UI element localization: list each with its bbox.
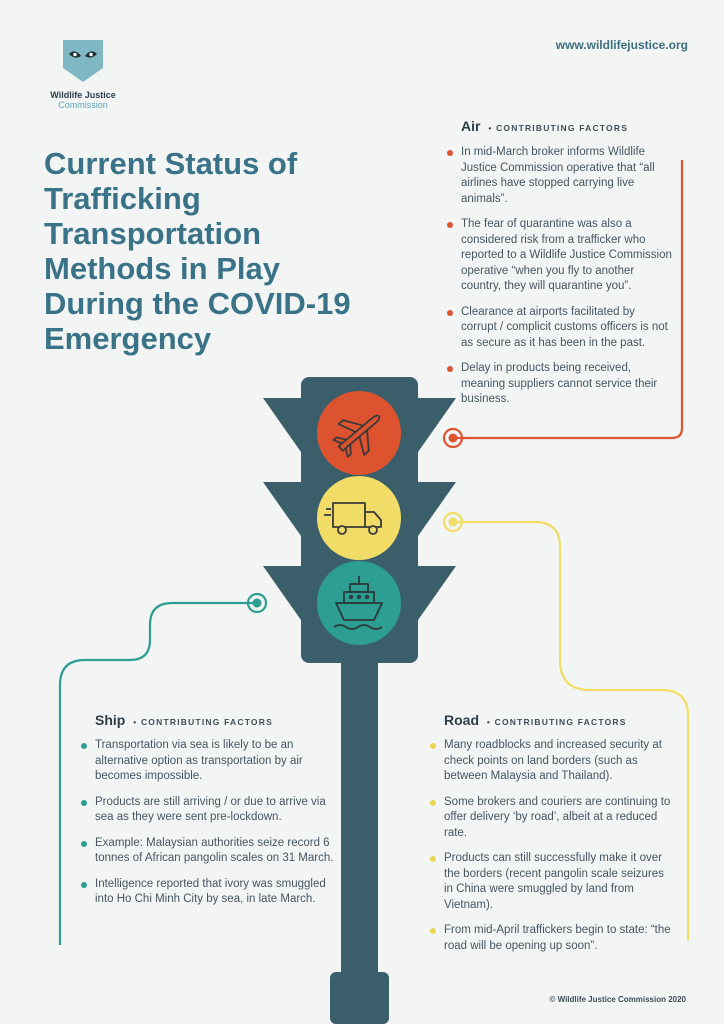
ship-factors-list — [81, 738, 336, 918]
road-factors-list — [430, 738, 675, 964]
org-name-line1: Wildlife Justice — [50, 90, 116, 100]
list-item: Example: Malaysian authorities seize record 6 tonnes of African pangolin scales on 31 March. — [81, 836, 336, 867]
website-url[interactable]: www.wildlifejustice.org — [555, 38, 688, 52]
air-factors-list — [447, 145, 672, 418]
air-label: Air — [461, 118, 481, 134]
list-item: In mid-March broker informs Wildlife Justice Commission operative that “all airlines have stopped carrying live animals”. — [447, 145, 672, 207]
road-subtitle: • CONTRIBUTING FACTORS — [486, 717, 627, 727]
list-item: Products are still arriving / or due to arrive via sea as they were sent pre-lockdown. — [81, 795, 336, 826]
air-heading — [461, 118, 628, 134]
list-item: From mid-April traffickers begin to state: “the road will be opening up soon”. — [430, 923, 675, 954]
list-item: Clearance at airports facilitated by corrupt / complicit customs officers is not as secure as it has been in the past. — [447, 305, 672, 352]
ship-label: Ship — [95, 712, 126, 728]
copyright-text: © Wildlife Justice Commission 2020 — [549, 995, 686, 1004]
road-light — [317, 476, 401, 560]
traffic-light-pole — [341, 660, 378, 980]
owl-logo-icon — [61, 40, 105, 82]
list-item: Delay in products being received, meaning suppliers cannot service their business. — [447, 361, 672, 408]
list-item: The fear of quarantine was also a considered risk from a trafficker who reported to a Wildlife Justice Commission operative “when you fly to another country, they will quarantine you”. — [447, 217, 672, 295]
list-item: Many roadblocks and increased security at check points on land borders (such as between Malaysia and Thailand). — [430, 738, 675, 785]
ship-subtitle: • CONTRIBUTING FACTORS — [133, 717, 273, 727]
air-subtitle: • CONTRIBUTING FACTORS — [488, 123, 629, 133]
road-label: Road — [444, 712, 479, 728]
air-light — [317, 391, 401, 475]
list-item: Intelligence reported that ivory was smuggled into Ho Chi Minh City by sea, in late March. — [81, 877, 336, 908]
org-logo — [38, 40, 128, 110]
road-heading — [444, 712, 627, 728]
list-item: Some brokers and couriers are continuing to offer delivery ‘by road’, albeit at a reduced rate. — [430, 795, 675, 842]
page-title: Current Status of Trafficking Transportation Methods in Play During the COVID-19 Emergency — [44, 146, 351, 356]
list-item: Products can still successfully make it over the borders (recent pangolin scale seizures in China were smuggled by land from Vietnam). — [430, 851, 675, 913]
traffic-light-base — [330, 972, 389, 1024]
list-item: Transportation via sea is likely to be an alternative option as transportation by air becomes impossible. — [81, 738, 336, 785]
ship-heading — [95, 712, 273, 728]
org-name-line2: Commission — [58, 100, 108, 110]
